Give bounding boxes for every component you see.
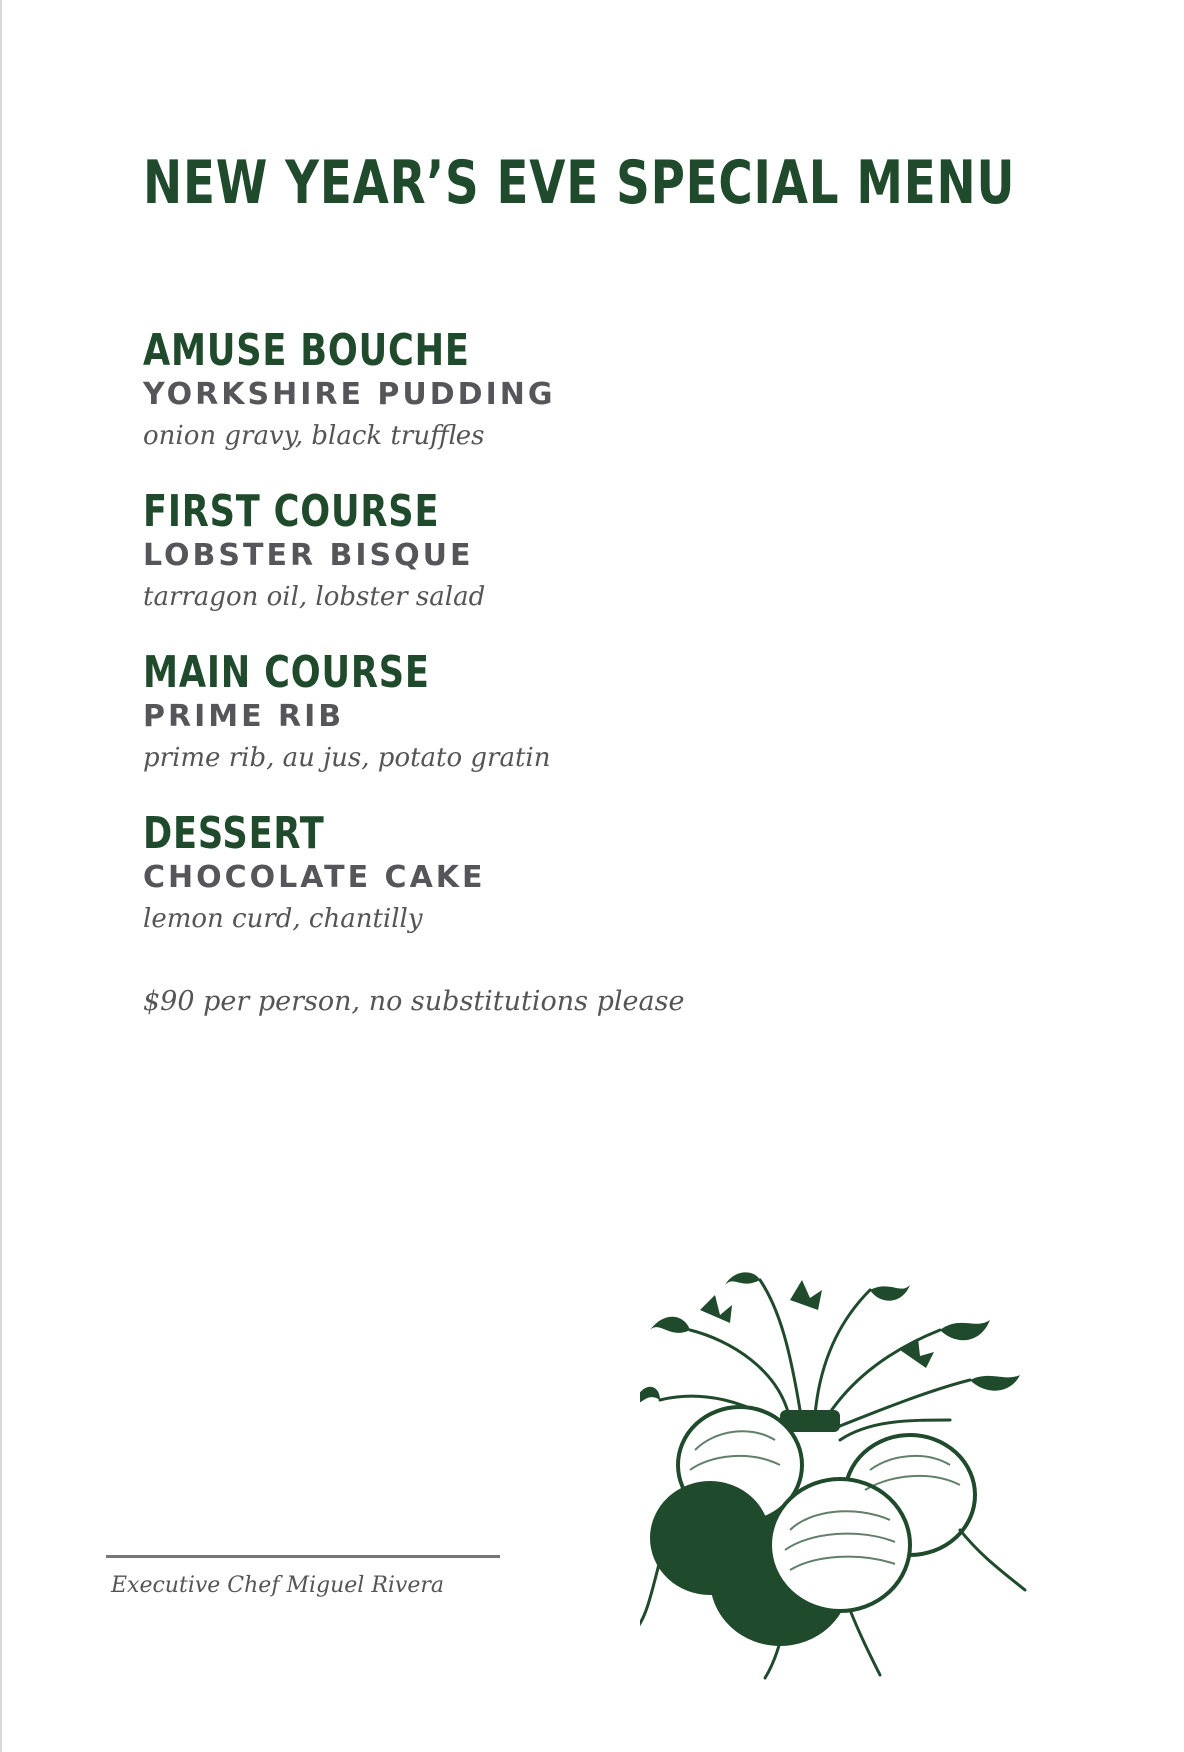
dish-description: prime rib, au jus, potato gratin <box>143 743 551 773</box>
radish-bunch-illustration <box>640 1270 1040 1680</box>
course-name: FIRST COURSE <box>143 486 440 537</box>
price-note: $90 per person, no substitutions please <box>143 986 685 1017</box>
menu-title: NEW YEAR’S EVE SPECIAL MENU <box>143 148 1016 218</box>
course-section-dessert <box>143 810 486 938</box>
dish-description: lemon curd, chantilly <box>143 904 423 934</box>
dish-name: CHOCOLATE CAKE <box>143 860 486 895</box>
dish-description: tarragon oil, lobster salad <box>143 582 486 612</box>
dish-description: onion gravy, black truffles <box>143 421 485 451</box>
chef-signature: Executive Chef Miguel Rivera <box>111 1573 444 1598</box>
signature-line <box>106 1555 500 1558</box>
course-name: DESSERT <box>143 808 325 859</box>
dish-name: LOBSTER BISQUE <box>143 538 474 573</box>
course-name: MAIN COURSE <box>143 647 430 698</box>
dish-name: PRIME RIB <box>143 699 345 734</box>
course-name: AMUSE BOUCHE <box>143 325 470 376</box>
course-section-amuse-bouche <box>143 327 555 455</box>
course-section-first-course <box>143 488 513 616</box>
page-edge <box>0 0 2 1752</box>
dish-name: YORKSHIRE PUDDING <box>143 377 556 412</box>
course-section-main-course <box>143 649 551 777</box>
